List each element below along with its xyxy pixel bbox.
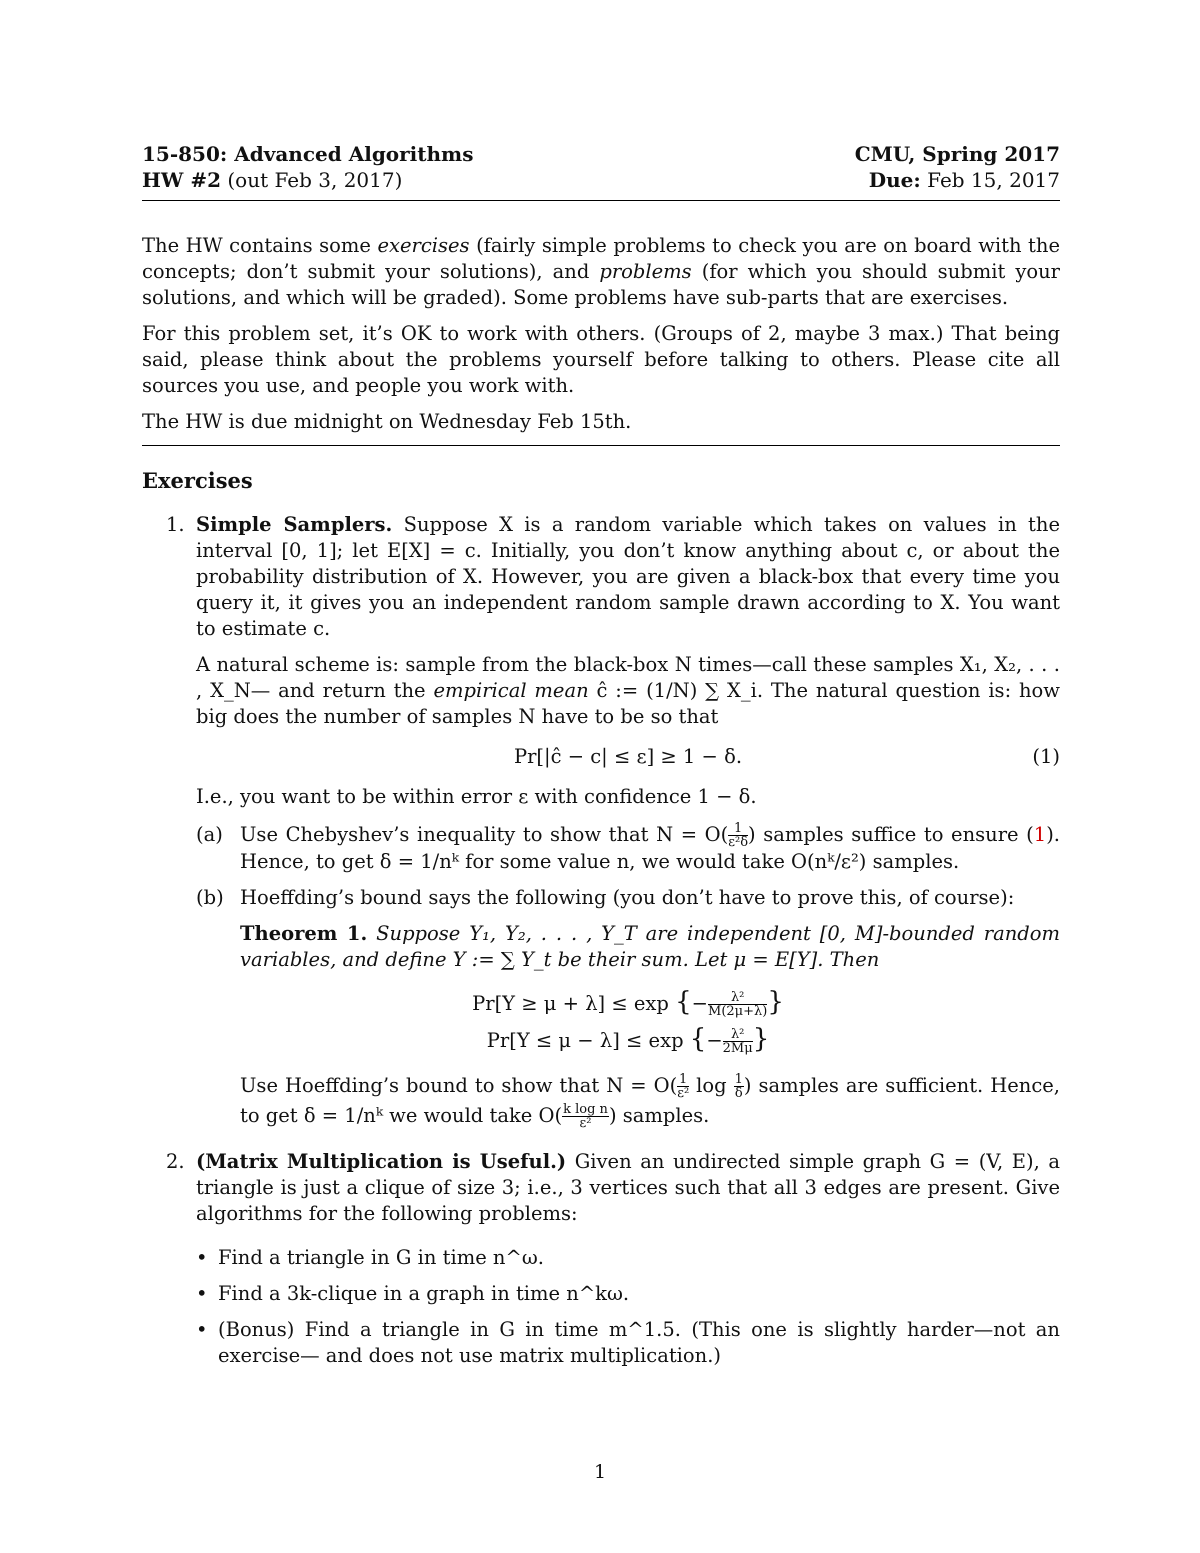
section-title: Exercises xyxy=(142,468,253,493)
exercise-1-para-2-a: A natural scheme is: sample from the black-box N times—call these samples X₁, X₂, . . . , X_N— and return the xyxy=(196,653,1060,702)
frac-b3-num: k log n xyxy=(563,1102,608,1117)
left-brace-2: { xyxy=(689,1024,707,1054)
exercise-2-text xyxy=(196,1149,1060,1227)
exercise-1-ie: I.e., you want to be within error ε with confidence 1 − δ. xyxy=(196,785,757,808)
ineq-1-num: λ² xyxy=(708,991,767,1005)
header-row-1 xyxy=(142,140,1060,168)
exercise-1a-text-1: Use Chebyshev’s inequality to show that N = O( xyxy=(240,823,729,846)
frac-klogn-over-eps2 xyxy=(562,1103,609,1130)
intro-paragraph-3: The HW is due midnight on Wednesday Feb 15th. xyxy=(142,410,632,433)
frac-b2-den: δ xyxy=(734,1086,743,1101)
hoeffding-ineq-1: Pr[Y ≥ μ + λ] ≤ exp {− $\frac{\text{λ²}}{M(2\mu+\lambda)}$ } xyxy=(472,987,784,1019)
frac-1-over-eps2 xyxy=(677,1073,689,1100)
frac-b1-num: 1 xyxy=(679,1072,688,1087)
bullet-item: • (Bonus) Find a triangle in G in time m^1.5. (This one is slightly harder—not an exercise— and does not use matrix multiplication.) xyxy=(196,1317,1060,1369)
equation-1-body: Pr[|ĉ − c| ≤ ε] ≥ 1 − δ. xyxy=(513,745,743,768)
ineq-2-fraction xyxy=(723,1028,753,1055)
right-brace-2: } xyxy=(752,1024,770,1054)
header-row-2 xyxy=(142,166,1060,194)
exercise-1-para-1-text: Suppose X is a random variable which takes on values in the interval [0, 1]; let E[X] = c. Initially, you don’t know anything about c, or about the probability distribution of X. However, you are given a black-box that every time you query it, it gives you an independent random sample drawn according to X. You want to estimate c. xyxy=(196,513,1060,640)
right-brace-1: } xyxy=(767,987,784,1017)
frac-b1-den: ε² xyxy=(677,1086,690,1101)
exercise-1-title: Simple Samplers. xyxy=(196,513,393,536)
intro-p1-problems: problems xyxy=(599,260,692,283)
hw-out-date: (out Feb 3, 2017) xyxy=(221,168,403,192)
intro-p1-c: (for which you should submit your solutions, and which will be graded). Some problems have sub-parts that are exercises. xyxy=(142,260,1060,309)
hoeffding-ineq-2: Pr[Y ≤ μ − λ] ≤ exp {− $\frac{\text{λ²}}{2M\mu}$ } xyxy=(486,1024,770,1056)
ineq-1-fraction xyxy=(708,991,767,1018)
equation-1-number: (1) xyxy=(1032,745,1060,768)
exercise-1a-text xyxy=(240,822,1060,875)
exercise-1a-text-3: ). Hence, to get δ = 1/nᵏ for some value n, we would take O(nᵏ/ε²) samples. xyxy=(240,823,1061,873)
exercise-2-body: Given an undirected simple graph G = (V, E), a triangle is just a clique of size 3; i.e., 3 vertices such that all 3 edges are present. Give algorithms for the following problems: xyxy=(196,1150,1060,1225)
frac-a-den: ε²δ xyxy=(728,835,749,850)
intro-p1-a: The HW contains some xyxy=(142,234,378,257)
exercise-1b-after-1: Use Hoeffding’s bound to show that N = O( xyxy=(240,1074,678,1097)
exercise-1a-label: (a) xyxy=(196,823,223,846)
exercise-1b-label: (b) xyxy=(196,886,224,909)
exercise-1 xyxy=(142,512,1060,1131)
exercise-1-para-1 xyxy=(196,512,1060,642)
frac-b2-num: 1 xyxy=(734,1072,743,1087)
bullet-item: • Find a 3k-clique in a graph in time n^kω. xyxy=(196,1281,1060,1307)
due-info xyxy=(869,166,1060,194)
ineq-1-den: M(2μ+λ) xyxy=(708,1004,768,1019)
term: CMU, Spring 2017 xyxy=(854,142,1060,166)
bullet-item: • Find a triangle in G in time n^ω. xyxy=(196,1245,1060,1271)
hw-number: HW #2 xyxy=(142,168,221,192)
intro-paragraph-1 xyxy=(142,233,1060,311)
hw-info xyxy=(142,166,402,194)
frac-b3-den: ε² xyxy=(579,1116,592,1131)
due-date: Feb 15, 2017 xyxy=(920,168,1060,192)
course-title: 15-850: Advanced Algorithms xyxy=(142,142,474,166)
intro-paragraph-2: For this problem set, it’s OK to work with others. (Groups of 2, maybe 3 max.) That being said, please think about the problems yourself before talking to others. Please cite all sources you use, and people you work with. xyxy=(142,322,1060,397)
theorem-1 xyxy=(240,921,1060,973)
due-label: Due: xyxy=(868,168,921,192)
document-page xyxy=(142,140,1060,1369)
exercise-2-title: (Matrix Multiplication is Useful.) xyxy=(196,1150,567,1173)
exercise-2 xyxy=(142,1149,1060,1369)
exercise-1b-text: Hoeffding’s bound says the following (you don’t have to prove this, of course): xyxy=(240,886,1015,909)
fraction-1-over-eps2-delta xyxy=(728,822,748,849)
exercise-1b-after-3: ) samples are sufficient. Hence, to get δ = 1/nᵏ we would take O( xyxy=(240,1074,1060,1127)
ineq-1-left: Pr[Y ≥ μ + λ] ≤ exp xyxy=(472,992,669,1015)
empirical-mean-term: empirical mean xyxy=(433,679,589,702)
ineq-2-left: Pr[Y ≤ μ − λ] ≤ exp xyxy=(486,1029,684,1052)
header-rule xyxy=(142,200,1060,201)
exercise-1-number: 1. xyxy=(166,513,185,536)
intro-p1-b: (fairly simple problems to check you are on board with the concepts; don’t submit your solutions), and xyxy=(142,234,1060,283)
intro-rule xyxy=(142,445,1060,446)
exercise-1b-after-4: ) samples. xyxy=(608,1104,710,1127)
frac-a-num: 1 xyxy=(728,822,748,836)
equation-1 xyxy=(196,744,1060,770)
exercise-1-para-2-b: ĉ := (1/N) ∑ X_i. The natural question is: how big does the number of samples N have to be so that xyxy=(196,679,1060,728)
intro-p1-exercises: exercises xyxy=(377,234,470,257)
page-number: 1 xyxy=(593,1461,607,1483)
exercise-1b xyxy=(196,885,1060,1131)
exercise-1a xyxy=(196,822,1060,875)
exercise-1b-conclusion xyxy=(240,1071,1060,1131)
ineq-2-den: 2Mμ xyxy=(722,1041,753,1056)
ineq-2-num: λ² xyxy=(723,1028,753,1042)
equation-ref-link[interactable]: 1 xyxy=(1033,823,1047,846)
exercise-1b-after-2: log xyxy=(689,1074,734,1097)
exercise-1a-text-2: ) samples suffice to ensure ( xyxy=(748,823,1034,846)
theorem-1-text: Suppose Y₁, Y₂, . . . , Y_T are independent [0, M]-bounded random variables, and define Y := ∑ Y_t be their sum. Let μ = E[Y]. Then xyxy=(240,922,1061,971)
theorem-1-label: Theorem 1. xyxy=(240,922,368,945)
frac-1-over-delta xyxy=(734,1073,744,1100)
exercise-1-para-2 xyxy=(196,652,1060,730)
exercise-2-bullets xyxy=(196,1245,1060,1369)
exercise-2-number: 2. xyxy=(166,1150,185,1173)
left-brace-1: { xyxy=(675,987,692,1017)
